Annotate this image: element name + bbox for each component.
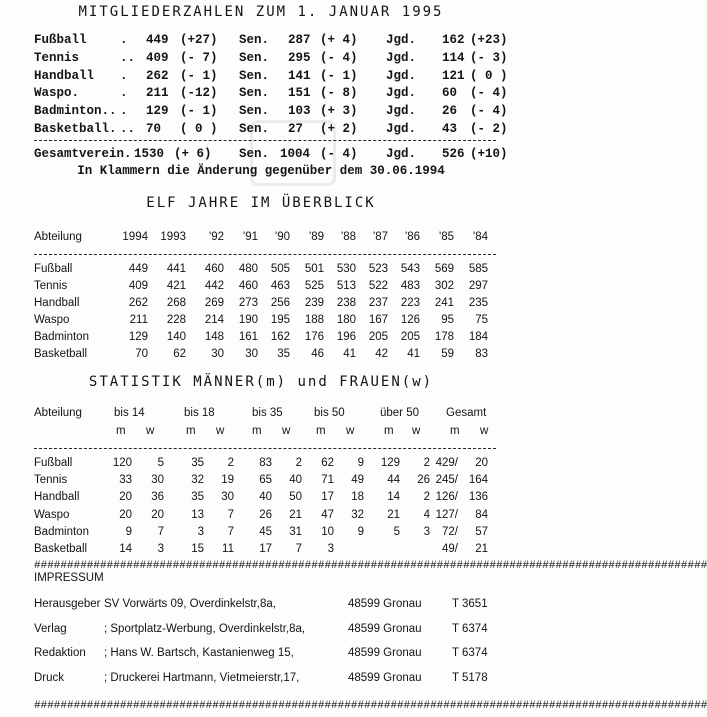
summary-sen: 1004 xyxy=(280,147,311,161)
stats-cell: 26 xyxy=(259,508,272,521)
overview-cell: 42 xyxy=(375,348,388,360)
page-title: MITGLIEDERZAHLEN ZUM 1. JANUAR 1995 xyxy=(78,4,444,20)
overview-cell: 302 xyxy=(434,280,454,292)
member-total: 262 xyxy=(146,68,169,83)
stats-gender-header: m xyxy=(450,425,460,437)
member-jgd: 121 xyxy=(442,68,465,83)
summary-sen-label: Sen. xyxy=(239,147,270,161)
impressum-tel: T 5178 xyxy=(452,671,488,684)
member-sen: 287 xyxy=(288,33,311,47)
stats-divider xyxy=(34,448,496,449)
member-jgd-label: Jgd. xyxy=(386,50,417,65)
overview-cell: 46 xyxy=(311,348,324,360)
stats-dept: Basketball xyxy=(34,543,88,555)
impressum-text: ; Sportplatz-Werbung, Overdinkelstr,8a, xyxy=(104,622,306,635)
stats-cell: 3 xyxy=(327,543,334,555)
stats-cell: 127/ xyxy=(435,508,458,521)
overview-cell: 269 xyxy=(204,297,224,309)
stats-age-header: bis 18 xyxy=(184,407,215,419)
member-sen: 141 xyxy=(288,68,311,83)
overview-cell: 273 xyxy=(238,297,258,309)
stats-cell: 7 xyxy=(227,525,234,538)
stats-cell: 2 xyxy=(227,457,234,469)
stats-cell: 11 xyxy=(222,543,234,555)
impressum-tel: T 3651 xyxy=(452,598,488,610)
summary-row xyxy=(34,147,508,164)
overview-cell: 235 xyxy=(468,297,488,309)
overview-cell: 569 xyxy=(434,263,454,275)
overview-cell: 256 xyxy=(270,297,290,309)
overview-cell: 238 xyxy=(336,297,356,309)
stats-cell: 10 xyxy=(321,525,334,538)
stats-cell: 3 xyxy=(423,525,430,538)
overview-cell: 409 xyxy=(128,280,148,292)
overview-year-header: '85 xyxy=(439,231,454,243)
stats-cell: 136 xyxy=(468,491,488,504)
summary-sen-change: (- 4) xyxy=(320,147,358,161)
member-sen-change: (- 8) xyxy=(320,86,358,101)
overview-year-header: '87 xyxy=(373,231,388,243)
overview-cell: 205 xyxy=(368,331,388,343)
overview-cell: 75 xyxy=(475,314,488,326)
member-sen: 27 xyxy=(288,122,304,136)
summary-total: 1530 xyxy=(134,147,165,161)
stats-cell: 32 xyxy=(351,508,364,521)
stats-dept: Fußball xyxy=(34,457,73,469)
member-sport: Basketball. xyxy=(34,122,117,136)
overview-cell: 188 xyxy=(304,314,324,326)
member-jgd-change: (- 3) xyxy=(470,50,508,65)
member-total: 70 xyxy=(146,122,162,136)
overview-cell: 195 xyxy=(270,314,290,326)
overview-cell: 223 xyxy=(400,297,420,309)
stats-cell: 45 xyxy=(259,525,272,538)
overview-cell: 442 xyxy=(204,280,224,292)
stats-cell: 120 xyxy=(112,457,132,469)
member-total-change: ( 0 ) xyxy=(180,122,218,136)
stats-cell: 35 xyxy=(191,457,204,469)
stats-cell: 84 xyxy=(475,508,488,521)
stats-cell: 21 xyxy=(387,508,400,521)
stats-cell: 31 xyxy=(289,525,302,538)
overview-cell: 460 xyxy=(238,280,258,292)
overview-cell: 30 xyxy=(211,348,224,360)
overview-year-header: '88 xyxy=(341,231,356,243)
member-total-change: (-12) xyxy=(180,86,218,101)
overview-cell: 268 xyxy=(166,297,186,309)
member-jgd: 26 xyxy=(442,104,458,119)
overview-cell: 184 xyxy=(468,331,488,343)
stats-cell: 50 xyxy=(289,491,302,504)
overview-cell: 441 xyxy=(166,263,186,275)
stats-gender-header: m xyxy=(384,425,394,437)
stats-gender-header: w xyxy=(216,425,225,437)
overview-cell: 35 xyxy=(277,348,290,360)
impressum-text: SV Vorwärts 09, Overdinkelstr,8a, xyxy=(104,598,276,610)
overview-dept: Basketball xyxy=(34,348,88,360)
member-sen: 103 xyxy=(288,104,311,119)
stats-cell: 26 xyxy=(417,474,430,487)
overview-cell: 167 xyxy=(368,314,388,326)
stats-cell: 7 xyxy=(157,525,164,538)
summary-jgd: 526 xyxy=(442,147,465,161)
overview-year-header: '90 xyxy=(275,231,290,243)
impressum-tel: T 6374 xyxy=(452,647,488,659)
impressum-plz: 48599 Gronau xyxy=(348,671,422,684)
stats-cell: 15 xyxy=(191,543,204,555)
stats-gender-header: w xyxy=(282,425,291,437)
stats-cell: 71 xyxy=(321,474,334,487)
stats-cell: 429/ xyxy=(435,457,458,469)
member-jgd-change: ( 0 ) xyxy=(470,68,508,83)
stats-cell: 5 xyxy=(157,457,164,469)
stats-cell: 72/ xyxy=(442,525,458,538)
overview-cell: 214 xyxy=(204,314,224,326)
member-jgd-change: (- 2) xyxy=(470,122,508,136)
overview-cell: 83 xyxy=(475,348,488,360)
impressum-tel: T 6374 xyxy=(452,622,488,635)
overview-cell: 162 xyxy=(270,331,290,343)
member-jgd-change: (- 4) xyxy=(470,104,508,119)
stats-cell: 126/ xyxy=(435,491,458,504)
member-sen-label: Sen. xyxy=(239,68,270,83)
overview-dept: Handball xyxy=(34,297,80,309)
overview-dept-header: Abteilung xyxy=(34,231,82,243)
stats-gender-header: w xyxy=(346,425,355,437)
stats-cell: 40 xyxy=(289,474,302,487)
stats-dept: Waspo xyxy=(34,508,70,521)
stats-cell: 33 xyxy=(119,474,132,487)
impressum-plz: 48599 Gronau xyxy=(348,598,422,610)
stats-cell: 4 xyxy=(423,508,430,521)
stats-age-header: bis 35 xyxy=(252,407,283,419)
member-dots: . xyxy=(120,68,128,83)
member-total-change: (- 1) xyxy=(180,104,218,119)
stats-cell: 57 xyxy=(475,525,488,538)
overview-cell: 513 xyxy=(336,280,356,292)
impressum-label: Druck xyxy=(34,671,65,684)
member-dots: . xyxy=(120,86,128,101)
stats-cell: 17 xyxy=(321,491,334,504)
overview-cell: 178 xyxy=(434,331,454,343)
member-jgd: 43 xyxy=(442,122,458,136)
overview-cell: 59 xyxy=(441,348,454,360)
overview-cell: 148 xyxy=(204,331,224,343)
stats-cell: 20 xyxy=(119,491,132,504)
overview-cell: 126 xyxy=(400,314,420,326)
stats-dept: Handball xyxy=(34,491,80,504)
impressum-text: ; Druckerei Hartmann, Vietmeierstr,17, xyxy=(104,671,300,684)
divider xyxy=(34,140,496,141)
stats-cell: 62 xyxy=(321,457,334,469)
overview-cell: 228 xyxy=(166,314,186,326)
overview-dept: Tennis xyxy=(34,280,68,292)
member-sen-label: Sen. xyxy=(239,104,270,119)
stats-cell: 32 xyxy=(191,474,204,487)
stats-cell: 40 xyxy=(259,491,272,504)
overview-cell: 205 xyxy=(400,331,420,343)
overview-cell: 190 xyxy=(238,314,258,326)
overview-cell: 180 xyxy=(336,314,356,326)
member-jgd-label: Jgd. xyxy=(386,104,417,119)
stats-cell: 7 xyxy=(227,508,234,521)
overview-cell: 196 xyxy=(336,331,356,343)
impressum-plz: 48599 Gronau xyxy=(348,647,422,659)
overview-cell: 176 xyxy=(304,331,324,343)
member-jgd: 162 xyxy=(442,33,465,47)
overview-cell: 543 xyxy=(400,263,420,275)
overview-cell: 522 xyxy=(368,280,388,292)
member-sen-change: (- 4) xyxy=(320,50,358,65)
stats-cell: 83 xyxy=(259,457,272,469)
overview-cell: 41 xyxy=(343,348,356,360)
impressum-label: Redaktion xyxy=(34,647,86,659)
summary-total-change: (+ 6) xyxy=(174,147,212,161)
stats-cell: 20 xyxy=(475,457,488,469)
overview-year-header: 1993 xyxy=(160,231,186,243)
stats-cell: 9 xyxy=(357,457,364,469)
stats-age-header: über 50 xyxy=(380,407,420,419)
overview-cell: 585 xyxy=(468,263,488,275)
overview-year-header: '84 xyxy=(473,231,488,243)
overview-cell: 129 xyxy=(128,331,148,343)
stats-gender-header: m xyxy=(186,425,196,437)
impressum-title-row xyxy=(34,572,104,588)
overview-cell: 211 xyxy=(129,314,148,326)
impressum-label: Herausgeber xyxy=(34,598,101,610)
member-total: 211 xyxy=(146,86,169,101)
overview-year-header: '86 xyxy=(405,231,420,243)
member-total-change: (- 7) xyxy=(180,50,218,65)
impressum-title: IMPRESSUM xyxy=(34,572,104,584)
hash-separator: ###################################################################################################### xyxy=(34,560,707,572)
overview-year-header: '92 xyxy=(209,231,224,243)
member-jgd-label: Jgd. xyxy=(386,86,417,101)
member-sport: Badminton.. xyxy=(34,104,117,119)
overview-cell: 41 xyxy=(407,348,420,360)
overview-cell: 239 xyxy=(304,297,324,309)
stats-cell: 49/ xyxy=(442,543,458,555)
member-total-change: (+27) xyxy=(180,33,218,47)
hash-separator-bottom: ###################################################################################################### xyxy=(34,700,707,712)
stats-cell: 20 xyxy=(119,508,132,521)
member-sport: Fußball xyxy=(34,33,87,47)
stats-cell: 14 xyxy=(119,543,132,555)
member-sport: Tennis xyxy=(34,50,80,65)
overview-cell: 525 xyxy=(304,280,324,292)
impressum-label: Verlag xyxy=(34,622,67,635)
overview-cell: 161 xyxy=(238,331,258,343)
stats-age-header: bis 50 xyxy=(314,407,345,419)
member-sen-label: Sen. xyxy=(239,122,270,136)
stats-cell: 3 xyxy=(157,543,164,555)
member-sport: Handball xyxy=(34,68,95,83)
stats-gender-header: m xyxy=(116,425,126,437)
impressum-plz: 48599 Gronau xyxy=(348,622,422,635)
overview-cell: 505 xyxy=(270,263,290,275)
overview-cell: 62 xyxy=(173,348,186,360)
stats-cell: 17 xyxy=(259,543,272,555)
stats-dept: Tennis xyxy=(34,474,68,487)
stats-cell: 2 xyxy=(295,457,302,469)
stats-cell: 36 xyxy=(151,491,164,504)
member-sen-change: (+ 2) xyxy=(320,122,358,136)
member-sport: Waspo. xyxy=(34,86,80,101)
stats-cell: 129 xyxy=(380,457,400,469)
member-jgd: 114 xyxy=(442,50,465,65)
overview-cell: 483 xyxy=(400,280,420,292)
member-sen: 151 xyxy=(288,86,311,101)
stats-age-header: Gesamt xyxy=(446,407,487,419)
stats-cell: 245/ xyxy=(435,474,458,487)
stats-cell: 30 xyxy=(151,474,164,487)
stats-cell: 47 xyxy=(321,508,334,521)
stats-gender-header: w xyxy=(412,425,421,437)
stats-cell: 18 xyxy=(351,491,364,504)
stats-cell: 49 xyxy=(351,474,364,487)
overview-year-header: '91 xyxy=(243,231,258,243)
overview-cell: 140 xyxy=(166,331,186,343)
overview-cell: 421 xyxy=(166,280,186,292)
overview-title: ELF JAHRE IM ÜBERBLICK xyxy=(146,195,376,211)
overview-cell: 460 xyxy=(204,263,224,275)
member-jgd-change: (+23) xyxy=(470,33,508,47)
stats-cell: 3 xyxy=(197,525,204,538)
stats-gender-header: w xyxy=(146,425,155,437)
stats-cell: 65 xyxy=(259,474,272,487)
summary-label: Gesamtverein. xyxy=(34,147,132,161)
stats-cell: 21 xyxy=(475,543,488,555)
stats-cell: 20 xyxy=(151,508,164,521)
overview-cell: 501 xyxy=(304,263,324,275)
overview-cell: 262 xyxy=(128,297,148,309)
stats-gender-header: m xyxy=(316,425,326,437)
stats-cell: 9 xyxy=(357,525,364,538)
stats-cell: 44 xyxy=(387,474,400,487)
member-jgd-change: (- 4) xyxy=(470,86,508,101)
member-sen: 295 xyxy=(288,50,311,65)
stats-title: STATISTIK MÄNNER(m) und FRAUEN(w) xyxy=(88,374,434,390)
member-dots: .. xyxy=(120,50,136,65)
overview-cell: 530 xyxy=(336,263,356,275)
member-dots: .. xyxy=(120,122,136,136)
overview-cell: 70 xyxy=(135,348,148,360)
stats-cell: 21 xyxy=(289,508,302,521)
stats-cell: 13 xyxy=(191,508,204,521)
stats-cell: 2 xyxy=(423,457,430,469)
stats-dept-header: Abteilung xyxy=(34,407,82,419)
change-note: In Klammern die Änderung gegenüber dem 30.06.1994 xyxy=(77,164,445,178)
overview-cell: 30 xyxy=(245,348,258,360)
member-jgd-label: Jgd. xyxy=(386,122,417,136)
overview-dept: Badminton xyxy=(34,331,89,343)
overview-dept: Waspo xyxy=(34,314,70,326)
overview-dept: Fußball xyxy=(34,263,73,275)
member-sen-change: (+ 3) xyxy=(320,104,358,119)
overview-cell: 95 xyxy=(441,314,454,326)
member-dots: . xyxy=(120,33,128,47)
stats-cell: 2 xyxy=(423,491,430,504)
overview-cell: 480 xyxy=(238,263,258,275)
impressum-text: ; Hans W. Bartsch, Kastanienweg 15, xyxy=(104,647,294,659)
stats-cell: 9 xyxy=(125,525,132,538)
member-sen-label: Sen. xyxy=(239,50,270,65)
member-dots: . xyxy=(120,104,128,119)
stats-dept: Badminton xyxy=(34,525,89,538)
summary-jgd-label: Jgd. xyxy=(386,147,417,161)
overview-cell: 523 xyxy=(368,263,388,275)
member-sen-label: Sen. xyxy=(239,86,270,101)
member-total: 409 xyxy=(146,50,169,65)
overview-divider xyxy=(34,254,496,255)
member-sen-change: (+ 4) xyxy=(320,33,358,47)
member-total: 129 xyxy=(146,104,169,119)
member-total-change: (- 1) xyxy=(180,68,218,83)
stats-cell: 30 xyxy=(221,491,234,504)
member-total: 449 xyxy=(146,33,169,47)
stats-cell: 5 xyxy=(393,525,400,538)
stats-gender-header: m xyxy=(252,425,262,437)
stats-cell: 164 xyxy=(468,474,488,487)
member-sen-change: (- 1) xyxy=(320,68,358,83)
summary-jgd-change: (+10) xyxy=(470,147,508,161)
stats-cell: 19 xyxy=(221,474,234,487)
stats-age-header: bis 14 xyxy=(114,407,145,419)
overview-cell: 297 xyxy=(468,280,488,292)
member-jgd: 60 xyxy=(442,86,458,101)
member-jgd-label: Jgd. xyxy=(386,68,417,83)
member-jgd-label: Jgd. xyxy=(386,33,417,47)
stats-gender-header: w xyxy=(480,425,489,437)
overview-year-header: '89 xyxy=(309,231,324,243)
stats-cell: 14 xyxy=(387,491,400,504)
member-sen-label: Sen. xyxy=(239,33,270,47)
overview-cell: 449 xyxy=(128,263,148,275)
stats-cell: 35 xyxy=(191,491,204,504)
stats-cell: 7 xyxy=(295,543,302,555)
overview-year-header: 1994 xyxy=(122,231,148,243)
overview-cell: 241 xyxy=(434,297,454,309)
overview-cell: 237 xyxy=(368,297,388,309)
overview-cell: 463 xyxy=(270,280,290,292)
